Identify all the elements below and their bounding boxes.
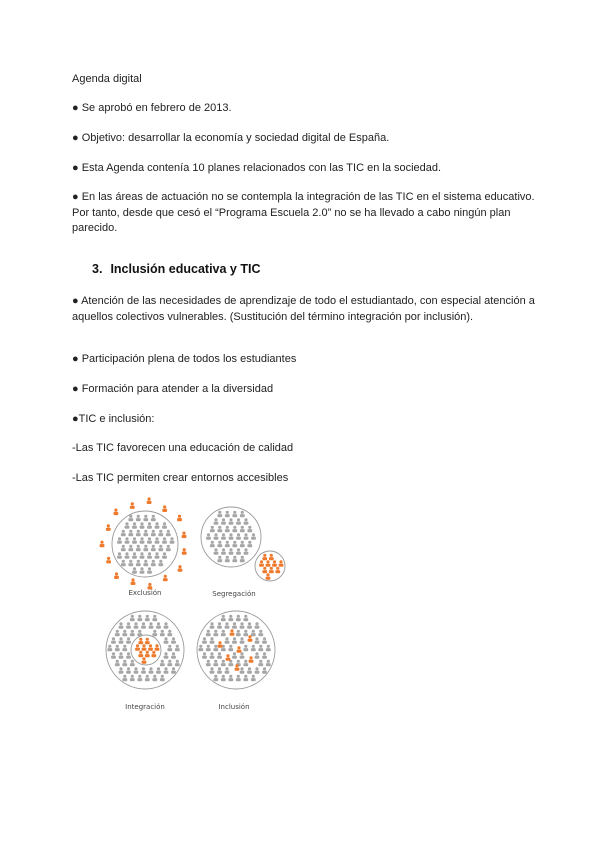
person-icon [128,560,133,567]
person-icon [137,615,142,622]
person-icon [262,637,267,644]
person-icon [229,533,234,540]
person-icon [155,537,160,544]
person-icon [152,615,157,622]
person-icon [119,667,124,674]
person-icon [115,660,120,667]
person-icon [217,652,222,659]
person-icon [128,515,133,522]
person-icon [122,645,127,652]
section-title: Inclusión educativa y TIC [110,262,261,276]
person-icon [111,637,116,644]
person-icon [229,548,234,555]
person-icon [182,532,187,539]
person-icon [258,645,263,652]
person-icon [167,630,172,637]
person-icon [269,567,274,574]
person-icon [175,645,180,652]
person-icon [202,652,207,659]
person-icon [206,645,211,652]
person-icon [232,622,237,629]
person-icon [240,511,245,518]
person-icon [240,622,245,629]
person-icon [130,615,135,622]
person-icon [171,637,176,644]
section-item: ● Formación para atender a la diversidad [72,383,274,395]
person-icon [217,667,222,674]
person-icon [214,518,219,525]
person-icon [225,667,230,674]
person-icon [141,667,146,674]
person-icon [232,526,237,533]
agenda-item: ● Objetivo: desarrollar la economía y sociedad digital de España. [72,132,390,144]
person-icon [147,567,152,574]
person-icon [210,622,215,629]
person-icon [128,545,133,552]
person-icon [210,637,215,644]
person-icon [121,545,126,552]
person-icon [244,533,249,540]
person-icon [202,637,207,644]
person-icon [170,537,175,544]
person-icon [221,533,226,540]
person-icon [119,622,124,629]
person-icon [145,675,150,682]
person-icon [132,552,137,559]
person-icon [221,615,226,622]
person-icon [243,645,248,652]
person-icon [255,652,260,659]
caption-exclusion: Exclusión [128,589,162,597]
person-icon [125,522,130,529]
person-icon [147,552,152,559]
person-icon [140,537,145,544]
person-icon [147,522,152,529]
person-icon [121,530,126,537]
person-icon [158,545,163,552]
person-icon [130,502,135,509]
person-icon [236,518,241,525]
agenda-item: ● Esta Agenda contenía 10 planes relacionados con las TIC en la sociedad. [72,162,442,174]
person-icon [221,675,226,682]
person-icon [243,615,248,622]
person-icon [160,630,165,637]
person-icon [143,560,148,567]
person-icon [225,511,230,518]
agenda-item: ● En las áreas de actuación no se contempla la integración de las TIC en el sistema educativo. Por tanto, desde que cesó el “Programa Escuela 2.0” no se ha llevado a cabo ningún plan parecido. [72,191,535,234]
person-icon [138,651,143,658]
person-icon [130,630,135,637]
person-icon [240,526,245,533]
person-icon [177,515,182,522]
caption-segregation: Segregación [212,590,256,598]
person-icon [240,556,245,563]
person-icon [149,622,154,629]
person-icon [143,530,148,537]
person-icon [243,660,248,667]
person-icon [164,667,169,674]
person-icon [147,537,152,544]
person-icon [156,667,161,674]
person-icon [126,622,131,629]
person-icon [164,622,169,629]
person-icon [236,630,241,637]
section-item: ● Atención de las necesidades de aprendizaje de todo el estudiantado, con especial atención a aquellos colectivos vulnerables. (Sustitución del término integración por inclusión). [72,295,535,323]
person-icon [269,554,274,561]
person-icon [134,667,139,674]
inclusion-diagram [100,500,300,716]
person-icon [151,515,156,522]
person-icon [266,573,271,580]
person-icon [249,656,254,663]
person-icon [128,530,133,537]
person-icon [143,545,148,552]
person-icon [171,652,176,659]
person-icon [251,645,256,652]
person-icon [210,526,215,533]
person-icon [221,518,226,525]
person-icon [240,652,245,659]
person-icon [117,552,122,559]
person-icon [258,660,263,667]
person-icon [266,645,271,652]
person-icon [160,660,165,667]
person-icon [158,530,163,537]
person-icon [162,552,167,559]
person-icon [134,622,139,629]
person-icon [228,615,233,622]
person-icon [229,518,234,525]
person-icon [275,567,280,574]
person-icon [158,560,163,567]
person-icon [163,575,168,582]
person-icon [137,630,142,637]
person-icon [182,548,187,555]
person-icon [126,667,131,674]
person-icon [130,660,135,667]
person-icon [100,541,105,548]
person-icon [162,537,167,544]
person-icon [137,675,142,682]
person-icon [214,533,219,540]
person-icon [225,622,230,629]
person-icon [162,505,167,512]
person-icon [125,537,130,544]
person-icon [232,637,237,644]
person-icon [178,565,183,572]
person-icon [225,637,230,644]
person-icon [217,511,222,518]
person-icon [226,654,231,661]
person-icon [141,622,146,629]
person-icon [148,644,153,651]
person-icon [251,630,256,637]
person-icon [247,622,252,629]
person-icon [121,560,126,567]
person-icon [151,560,156,567]
person-icon [122,675,127,682]
person-icon [251,675,256,682]
person-icon [221,630,226,637]
person-icon [175,660,180,667]
person-icon [166,530,171,537]
person-icon [206,533,211,540]
person-icon [142,644,147,651]
person-icon [240,667,245,674]
section-item: -Las TIC permiten crear entornos accesibles [72,472,289,484]
person-icon [244,518,249,525]
person-icon [279,560,284,567]
person-icon [164,637,169,644]
person-icon [119,652,124,659]
person-icon [206,630,211,637]
person-icon [140,522,145,529]
person-icon [119,637,124,644]
person-icon [130,675,135,682]
person-icon [145,638,150,645]
person-icon [221,548,226,555]
person-icon [210,652,215,659]
person-icon [140,567,145,574]
person-icon [151,651,156,658]
person-icon [106,524,111,531]
person-icon [243,630,248,637]
person-icon [272,560,277,567]
person-icon [262,652,267,659]
person-icon [210,541,215,548]
person-icon [111,652,116,659]
person-icon [160,675,165,682]
person-icon [198,645,203,652]
person-icon [167,645,172,652]
person-icon [152,675,157,682]
person-icon [131,578,136,585]
person-icon [236,615,241,622]
person-icon [206,660,211,667]
section-heading [92,262,260,276]
person-icon [164,652,169,659]
agenda-item: ● Se aprobó en febrero de 2013. [72,102,232,114]
person-icon [262,667,267,674]
person-icon [213,645,218,652]
person-icon [166,545,171,552]
person-icon [213,660,218,667]
person-icon [155,644,160,651]
person-icon [217,556,222,563]
person-icon [255,667,260,674]
person-icon [147,497,152,504]
person-icon [236,675,241,682]
section-item: -Las TIC favorecen una educación de calidad [72,442,294,454]
person-icon [135,644,140,651]
person-icon [255,622,260,629]
person-icon [122,630,127,637]
person-icon [132,522,137,529]
person-icon [126,652,131,659]
person-icon [218,641,223,648]
person-icon [152,630,157,637]
section-item: ● Participación plena de todos los estudiantes [72,353,297,365]
person-icon [221,660,226,667]
caption-integration: Integración [125,703,165,711]
person-icon [115,645,120,652]
person-icon [149,667,154,674]
person-icon [145,615,150,622]
section-number: 3. [92,262,103,276]
person-icon [210,667,215,674]
person-icon [151,545,156,552]
person-icon [255,637,260,644]
person-icon [259,560,264,567]
person-icon [140,552,145,559]
person-icon [151,530,156,537]
person-icon [236,548,241,555]
inclusion-diagram-svg [100,500,300,716]
person-icon [213,630,218,637]
person-icon [155,522,160,529]
person-icon [155,552,160,559]
person-icon [232,511,237,518]
person-icon [228,675,233,682]
person-icon [228,645,233,652]
person-icon [132,567,137,574]
person-icon [142,657,147,664]
person-icon [244,548,249,555]
person-icon [107,645,112,652]
person-icon [117,537,122,544]
person-icon [251,533,256,540]
person-icon [125,552,130,559]
person-icon [236,533,241,540]
person-icon [126,637,131,644]
person-icon [122,660,127,667]
person-icon [143,515,148,522]
person-icon [145,651,150,658]
person-icon [258,630,263,637]
person-icon [171,667,176,674]
person-icon [132,537,137,544]
person-icon [114,509,119,516]
person-icon [213,675,218,682]
person-icon [136,530,141,537]
person-icon [240,541,245,548]
person-icon [106,557,111,564]
person-icon [217,622,222,629]
person-icon [136,545,141,552]
person-icon [243,675,248,682]
person-icon [237,646,242,653]
section-item: ●TIC e inclusión: [72,413,155,425]
person-icon [247,526,252,533]
person-icon [214,548,219,555]
person-icon [115,630,120,637]
page-title: Agenda digital [72,73,142,85]
person-icon [262,567,267,574]
person-icon [162,522,167,529]
person-icon [225,541,230,548]
person-icon [247,667,252,674]
person-icon [225,526,230,533]
person-icon [240,637,245,644]
person-icon [266,660,271,667]
person-icon [232,652,237,659]
person-icon [138,638,143,645]
person-icon [230,629,235,636]
person-icon [266,560,271,567]
caption-inclusion: Inclusión [218,703,250,711]
person-icon [136,560,141,567]
person-icon [262,554,267,561]
person-icon [217,526,222,533]
person-icon [225,556,230,563]
person-icon [136,515,141,522]
person-icon [217,541,222,548]
person-icon [156,622,161,629]
person-icon [232,556,237,563]
person-icon [114,572,119,579]
person-icon [247,541,252,548]
person-icon [167,660,172,667]
person-icon [232,541,237,548]
